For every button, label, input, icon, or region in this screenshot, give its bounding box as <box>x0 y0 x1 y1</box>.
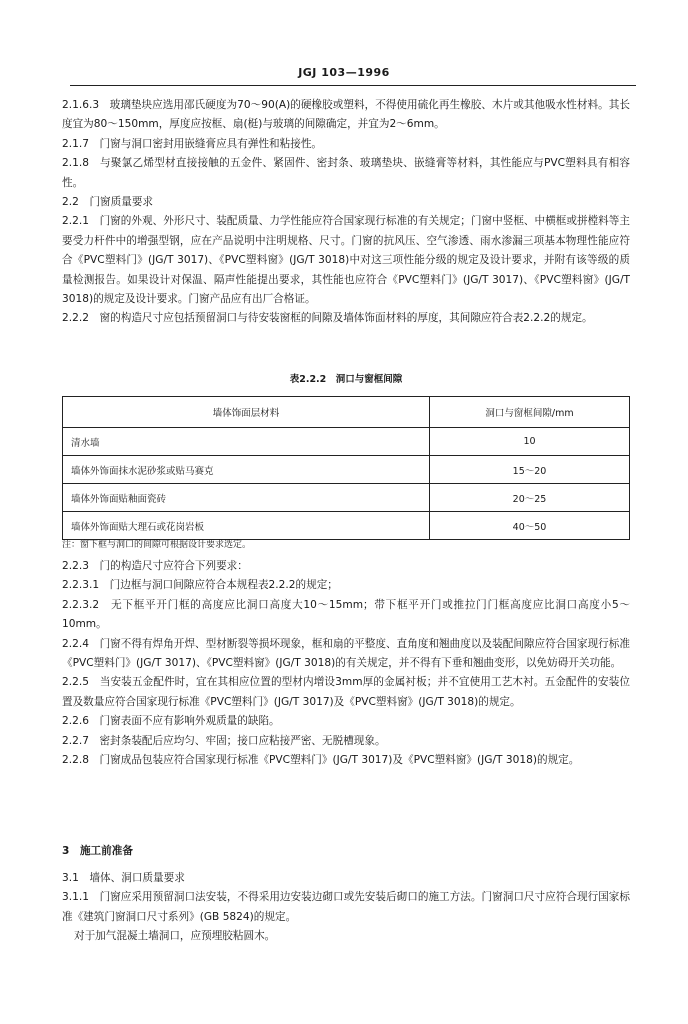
table-caption: 表2.2.2 洞口与窗框间隙 <box>289 374 403 385</box>
table-row <box>63 428 630 456</box>
section-2-1-6-to-2-2-2 <box>62 96 630 329</box>
header-rule <box>70 85 636 86</box>
table-cell-gap: 40～50 <box>430 512 630 540</box>
section-2-2-3-to-2-2-8 <box>62 557 630 770</box>
table-row <box>63 456 630 484</box>
table-header-row <box>63 397 630 428</box>
table-cell-material: 墙体外饰面贴大理石或花岗岩板 <box>63 512 430 540</box>
table-cell-gap: 20～25 <box>430 484 630 512</box>
paragraph-3-1-1-continued: 对于加气混凝土墙洞口，应预埋胶粘圆木。 <box>74 930 276 943</box>
paragraph-2-2-5: 2.2.5 当安装五金配件时，宜在其相应位置的型材内增设3mm厚的金属衬板；并不宜使用工艺木衬。五金配件的安装位置及数量应符合国家现行标准《PVC塑料门》(JG/T 3017)及《PVC塑料窗》(JG/T 3018)的规定。 <box>62 676 630 708</box>
paragraph-3-1-1: 3.1.1 门窗应采用预留洞口法安装，不得采用边安装边砌口或先安装后砌口的施工方法。门窗洞口尺寸应符合现行国家标准《建筑门窗洞口尺寸系列》(GB 5824)的规定。 <box>62 891 630 923</box>
table-cell-material: 清水墙 <box>63 428 430 456</box>
paragraph-2-2-2: 2.2.2 窗的构造尺寸应包括预留洞口与待安装窗框的间隙及墙体饰面材料的厚度，其间隙应符合表2.2.2的规定。 <box>62 312 593 325</box>
table-cell-gap: 15～20 <box>430 456 630 484</box>
table-cell-material: 墙体外饰面贴釉面瓷砖 <box>63 484 430 512</box>
heading-2-2: 2.2 门窗质量要求 <box>62 196 154 209</box>
gap-table <box>62 396 630 540</box>
paragraph-2-2-6: 2.2.6 门窗表面不应有影响外观质量的缺陷。 <box>62 715 280 728</box>
paragraph-2-1-6-3: 2.1.6.3 玻璃垫块应选用邵氏硬度为70～90(A)的硬橡胶或塑料，不得使用硫化再生橡胶、木片或其他吸水性材料。其长度宜为80～150mm，厚度应按框、扇(梃)与玻璃的间隙确定，并宜为2～6mm。 <box>62 99 630 131</box>
paragraph-2-2-8: 2.2.8 门窗成品包装应符合国家现行标准《PVC塑料门》(JG/T 3017)及《PVC塑料窗》(JG/T 3018)的规定。 <box>62 754 580 767</box>
heading-3-1: 3.1 墙体、洞口质量要求 <box>62 872 185 884</box>
table-header-material: 墙体饰面层材料 <box>63 397 430 428</box>
paragraph-2-2-1: 2.2.1 门窗的外观、外形尺寸、装配质量、力学性能应符合国家现行标准的有关规定；门窗中竖框、中横框或拼樘料等主要受力杆件中的增强型钢，应在产品说明中注明规格、尺寸。门窗的抗风压、空气渗透、雨水渗漏三项基本物理性能应符合《PVC塑料门》(JG/T 3017)、《PVC塑料窗》(JG/T 3018)中对这三项性能分级的规定及设计要求，并附有该等级的质量检测报告。如果设计对保温、隔声性能提出要求，其性能也应符合《PVC塑料门》(JG/T 3017)、《PVC塑料窗》(JG/T 3018)的规定及设计要求。门窗产品应有出厂合格证。 <box>62 215 630 306</box>
paragraph-2-1-8: 2.1.8 与聚氯乙烯型材直接接触的五金件、紧固件、密封条、玻璃垫块、嵌缝膏等材料，其性能应与PVC塑料具有相容性。 <box>62 157 630 189</box>
table-header-gap: 洞口与窗框间隙/mm <box>430 397 630 428</box>
table-note: 注：窗下框与洞口的间隙可根据设计要求选定。 <box>62 540 252 550</box>
section-3-1 <box>62 869 630 947</box>
paragraph-2-2-3: 2.2.3 门的构造尺寸应符合下列要求： <box>62 560 248 572</box>
paragraph-2-2-4: 2.2.4 门窗不得有焊角开焊、型材断裂等损坏现象，框和扇的平整度、直角度和翘曲度以及装配间隙应符合国家现行标准《PVC塑料门》(JG/T 3017)、《PVC塑料窗》(JG/T 3018)的有关规定，并不得有下垂和翘曲变形，以免妨碍开关功能。 <box>62 637 630 670</box>
paragraph-2-2-7: 2.2.7 密封条装配后应均匀、牢固；接口应粘接严密、无脱槽现象。 <box>62 734 386 747</box>
paragraph-2-1-7: 2.1.7 门窗与洞口密封用嵌缝膏应具有弹性和粘接性。 <box>62 137 323 150</box>
page-header: JGJ 103—1996 <box>298 66 390 79</box>
table-row <box>63 484 630 512</box>
paragraph-2-2-3-1: 2.2.3.1 门边框与洞口间隙应符合本规程表2.2.2的规定； <box>62 579 338 592</box>
chapter-3-title: 3 施工前准备 <box>62 845 133 857</box>
table-cell-material: 墙体外饰面抹水泥砂浆或贴马赛克 <box>63 456 430 484</box>
table-row <box>63 512 630 540</box>
paragraph-2-2-3-2: 2.2.3.2 无下框平开门框的高度应比洞口高度大10～15mm；带下框平开门或推拉门门框高度应比洞口高度小5～10mm。 <box>62 598 630 631</box>
table-cell-gap: 10 <box>430 428 630 456</box>
